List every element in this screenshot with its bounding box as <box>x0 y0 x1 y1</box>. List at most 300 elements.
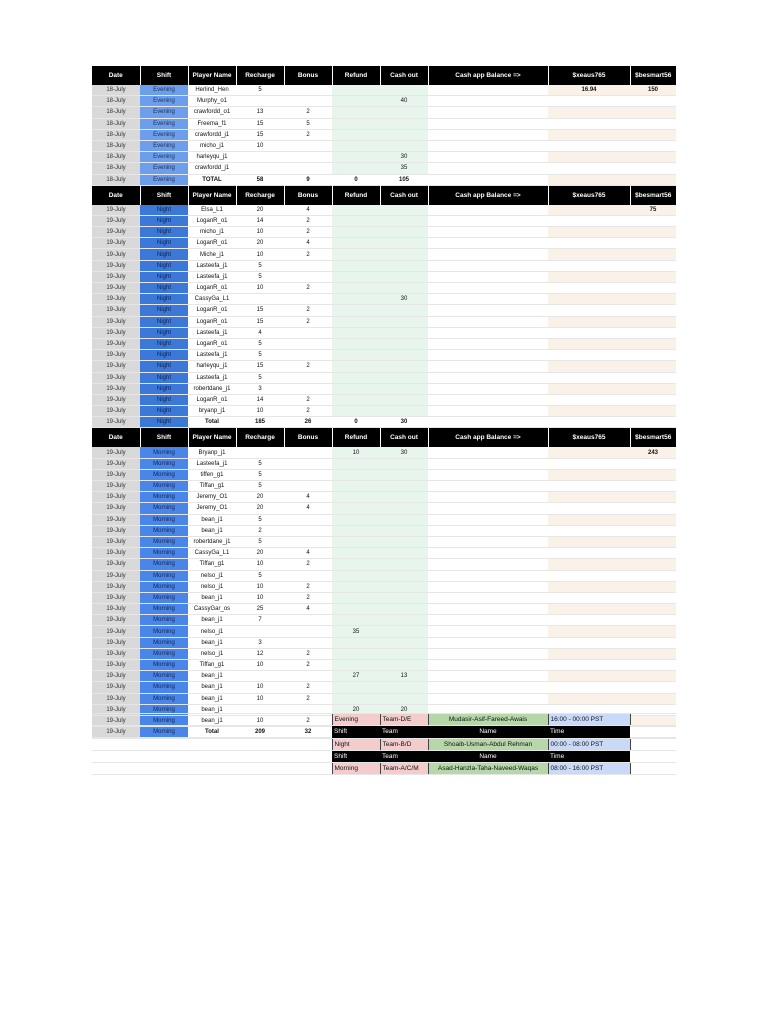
besmart56-balance-cell[interactable] <box>630 163 676 174</box>
cash-app-balance-cell[interactable] <box>428 350 548 361</box>
empty-cell[interactable] <box>236 738 284 750</box>
empty-cell[interactable] <box>284 714 332 726</box>
refund-cell[interactable] <box>332 682 380 693</box>
shift-cell[interactable]: Night <box>140 394 188 405</box>
recharge-cell[interactable]: 10 <box>236 592 284 603</box>
empty-cell[interactable] <box>236 714 284 726</box>
legend-time-heading[interactable]: Time <box>548 750 630 762</box>
empty-cell[interactable] <box>236 702 284 714</box>
xeaus765-balance-cell[interactable] <box>548 118 630 129</box>
empty-cell[interactable] <box>140 762 188 774</box>
date-cell[interactable]: 19-July <box>92 525 140 536</box>
cashout-cell[interactable] <box>380 249 428 260</box>
recharge-cell[interactable]: 15 <box>236 118 284 129</box>
besmart56-balance-cell[interactable] <box>630 96 676 107</box>
cash-app-balance-cell[interactable] <box>428 338 548 349</box>
total-cashout[interactable]: 30 <box>380 417 428 428</box>
xeaus765-balance-cell[interactable] <box>548 637 630 648</box>
empty-cell[interactable] <box>140 726 188 738</box>
player-cell[interactable]: harleyqu_j1 <box>188 152 236 163</box>
player-cell[interactable]: Herlind_Hen <box>188 85 236 96</box>
empty-cell[interactable] <box>92 714 140 726</box>
cash-app-balance-cell[interactable] <box>428 140 548 151</box>
besmart56-balance-cell[interactable]: 75 <box>630 205 676 216</box>
player-cell[interactable]: micho_j1 <box>188 227 236 238</box>
cashout-cell[interactable] <box>380 271 428 282</box>
date-cell[interactable]: 19-July <box>92 305 140 316</box>
besmart56-balance-cell[interactable] <box>630 525 676 536</box>
bonus-cell[interactable]: 2 <box>284 107 332 118</box>
besmart56-balance-cell[interactable] <box>630 570 676 581</box>
recharge-cell[interactable] <box>236 447 284 458</box>
empty-cell[interactable] <box>188 702 236 714</box>
recharge-cell[interactable]: 10 <box>236 682 284 693</box>
refund-cell[interactable] <box>332 338 380 349</box>
bonus-cell[interactable]: 2 <box>284 305 332 316</box>
cash-app-balance-cell[interactable] <box>428 637 548 648</box>
besmart56-balance-cell[interactable] <box>630 249 676 260</box>
cash-app-balance-cell[interactable] <box>428 227 548 238</box>
cashout-cell[interactable] <box>380 227 428 238</box>
besmart56-balance-cell[interactable] <box>630 548 676 559</box>
xeaus765-balance-cell[interactable] <box>548 592 630 603</box>
xeaus765-balance-cell[interactable] <box>548 417 630 428</box>
recharge-cell[interactable]: 5 <box>236 85 284 96</box>
bonus-cell[interactable] <box>284 271 332 282</box>
recharge-cell[interactable]: 20 <box>236 205 284 216</box>
column-header-recharge[interactable]: Recharge <box>236 185 284 205</box>
refund-cell[interactable] <box>332 469 380 480</box>
besmart56-balance-cell[interactable] <box>630 615 676 626</box>
refund-cell[interactable] <box>332 271 380 282</box>
cash-app-balance-cell[interactable] <box>428 107 548 118</box>
bonus-cell[interactable]: 2 <box>284 648 332 659</box>
cashout-cell[interactable] <box>380 118 428 129</box>
empty-cell[interactable] <box>92 750 140 762</box>
shift-cell[interactable]: Morning <box>140 469 188 480</box>
shift-cell[interactable]: Evening <box>140 163 188 174</box>
refund-cell[interactable] <box>332 383 380 394</box>
besmart56-balance-cell[interactable] <box>630 648 676 659</box>
player-cell[interactable]: CassyGa_L1 <box>188 548 236 559</box>
bonus-cell[interactable]: 2 <box>284 129 332 140</box>
player-cell[interactable]: bean_j1 <box>188 693 236 704</box>
bonus-cell[interactable] <box>284 327 332 338</box>
cash-app-balance-cell[interactable] <box>428 271 548 282</box>
cashout-cell[interactable] <box>380 350 428 361</box>
recharge-cell[interactable]: 5 <box>236 469 284 480</box>
shift-cell[interactable]: Night <box>140 383 188 394</box>
besmart56-balance-cell[interactable] <box>630 503 676 514</box>
cash-app-balance-cell[interactable] <box>428 626 548 637</box>
cashout-cell[interactable] <box>380 581 428 592</box>
xeaus765-balance-cell[interactable] <box>548 227 630 238</box>
xeaus765-balance-cell[interactable] <box>548 581 630 592</box>
refund-cell[interactable] <box>332 215 380 226</box>
legend-team[interactable]: Team-A/C/M <box>380 762 428 774</box>
refund-cell[interactable] <box>332 458 380 469</box>
player-cell[interactable]: bryanp_j1 <box>188 406 236 417</box>
recharge-cell[interactable]: 15 <box>236 129 284 140</box>
besmart56-balance-cell[interactable] <box>630 492 676 503</box>
shift-cell[interactable]: Night <box>140 338 188 349</box>
date-cell[interactable]: 19-July <box>92 592 140 603</box>
cash-app-balance-cell[interactable] <box>428 536 548 547</box>
column-header-cashout[interactable]: Cash out <box>380 66 428 85</box>
date-cell[interactable]: 19-July <box>92 350 140 361</box>
cashout-cell[interactable] <box>380 548 428 559</box>
cash-app-balance-cell[interactable] <box>428 305 548 316</box>
cashout-cell[interactable] <box>380 140 428 151</box>
cashout-cell[interactable] <box>380 525 428 536</box>
shift-cell[interactable]: Night <box>140 283 188 294</box>
recharge-cell[interactable]: 10 <box>236 227 284 238</box>
total-recharge[interactable]: 58 <box>236 174 284 185</box>
player-cell[interactable]: harleyqu_j1 <box>188 361 236 372</box>
bonus-cell[interactable] <box>284 458 332 469</box>
shift-cell[interactable]: Night <box>140 316 188 327</box>
legend-team[interactable]: Team-D/E <box>380 714 428 726</box>
besmart56-balance-cell[interactable] <box>630 118 676 129</box>
besmart56-balance-cell[interactable] <box>630 581 676 592</box>
xeaus765-balance-cell[interactable] <box>548 350 630 361</box>
xeaus765-balance-cell[interactable] <box>548 260 630 271</box>
player-cell[interactable]: Miche_j1 <box>188 249 236 260</box>
cash-app-balance-cell[interactable] <box>428 682 548 693</box>
date-cell[interactable]: 18-July <box>92 107 140 118</box>
refund-cell[interactable] <box>332 129 380 140</box>
empty-cell[interactable] <box>92 738 140 750</box>
recharge-cell[interactable]: 10 <box>236 559 284 570</box>
cash-app-balance-cell[interactable] <box>428 570 548 581</box>
cash-app-balance-cell[interactable] <box>428 492 548 503</box>
player-cell[interactable]: Lasteefa_j1 <box>188 260 236 271</box>
bonus-cell[interactable] <box>284 536 332 547</box>
shift-cell[interactable]: Night <box>140 327 188 338</box>
legend-shift-heading[interactable]: Shift <box>332 726 380 738</box>
player-cell[interactable]: crawfordd_j1 <box>188 163 236 174</box>
player-cell[interactable]: Tiffan_g1 <box>188 481 236 492</box>
besmart56-balance-cell[interactable] <box>630 604 676 615</box>
bonus-cell[interactable] <box>284 469 332 480</box>
column-header-acct2[interactable]: $besmart56 <box>630 185 676 205</box>
shift-cell[interactable]: Morning <box>140 492 188 503</box>
bonus-cell[interactable]: 2 <box>284 283 332 294</box>
besmart56-balance-cell[interactable] <box>630 626 676 637</box>
date-cell[interactable]: 18-July <box>92 96 140 107</box>
xeaus765-balance-cell[interactable] <box>548 503 630 514</box>
cashout-cell[interactable] <box>380 107 428 118</box>
empty-cell[interactable] <box>140 750 188 762</box>
shift-cell[interactable]: Evening <box>140 96 188 107</box>
shift-cell[interactable]: Morning <box>140 536 188 547</box>
xeaus765-balance-cell[interactable] <box>548 163 630 174</box>
column-header-recharge[interactable]: Recharge <box>236 66 284 85</box>
empty-cell[interactable] <box>188 738 236 750</box>
xeaus765-balance-cell[interactable] <box>548 648 630 659</box>
shift-cell[interactable]: Morning <box>140 693 188 704</box>
cashout-cell[interactable] <box>380 481 428 492</box>
shift-cell[interactable]: Morning <box>140 503 188 514</box>
player-cell[interactable]: nelso_j1 <box>188 626 236 637</box>
xeaus765-balance-cell[interactable] <box>548 327 630 338</box>
xeaus765-balance-cell[interactable] <box>548 249 630 260</box>
date-cell[interactable]: 18-July <box>92 174 140 185</box>
bonus-cell[interactable] <box>284 637 332 648</box>
bonus-cell[interactable]: 2 <box>284 682 332 693</box>
shift-cell[interactable]: Evening <box>140 152 188 163</box>
date-cell[interactable]: 19-July <box>92 715 140 726</box>
player-cell[interactable]: Lasteefa_j1 <box>188 327 236 338</box>
player-cell[interactable]: LoganR_o1 <box>188 283 236 294</box>
bonus-cell[interactable] <box>284 626 332 637</box>
refund-cell[interactable] <box>332 227 380 238</box>
recharge-cell[interactable]: 10 <box>236 140 284 151</box>
cash-app-balance-cell[interactable] <box>428 96 548 107</box>
date-cell[interactable]: 19-July <box>92 383 140 394</box>
shift-cell[interactable]: Morning <box>140 660 188 671</box>
shift-cell[interactable]: Morning <box>140 514 188 525</box>
cash-app-balance-cell[interactable] <box>428 469 548 480</box>
bonus-cell[interactable] <box>284 671 332 682</box>
cashout-cell[interactable] <box>380 238 428 249</box>
bonus-cell[interactable]: 2 <box>284 693 332 704</box>
recharge-cell[interactable]: 5 <box>236 570 284 581</box>
cash-app-balance-cell[interactable] <box>428 514 548 525</box>
date-cell[interactable]: 19-July <box>92 514 140 525</box>
date-cell[interactable]: 19-July <box>92 260 140 271</box>
date-cell[interactable]: 19-July <box>92 406 140 417</box>
shift-cell[interactable]: Morning <box>140 704 188 715</box>
cashout-cell[interactable] <box>380 394 428 405</box>
empty-cell[interactable] <box>284 762 332 774</box>
cash-app-balance-cell[interactable] <box>428 129 548 140</box>
xeaus765-balance-cell[interactable] <box>548 174 630 185</box>
shift-cell[interactable]: Night <box>140 294 188 305</box>
cashout-cell[interactable] <box>380 660 428 671</box>
refund-cell[interactable] <box>332 492 380 503</box>
date-cell[interactable]: 19-July <box>92 682 140 693</box>
player-cell[interactable]: bean_j1 <box>188 637 236 648</box>
player-cell[interactable]: nelso_j1 <box>188 648 236 659</box>
shift-cell[interactable]: Morning <box>140 637 188 648</box>
date-cell[interactable]: 19-July <box>92 469 140 480</box>
shift-cell[interactable]: Morning <box>140 604 188 615</box>
total-label[interactable]: TOTAL <box>188 174 236 185</box>
bonus-cell[interactable]: 4 <box>284 492 332 503</box>
cash-app-balance-cell[interactable] <box>428 447 548 458</box>
recharge-cell[interactable]: 10 <box>236 406 284 417</box>
date-cell[interactable]: 18-July <box>92 140 140 151</box>
date-cell[interactable]: 19-July <box>92 503 140 514</box>
bonus-cell[interactable]: 2 <box>284 227 332 238</box>
xeaus765-balance-cell[interactable]: 16.94 <box>548 85 630 96</box>
cashout-cell[interactable] <box>380 615 428 626</box>
empty-cell[interactable] <box>284 738 332 750</box>
xeaus765-balance-cell[interactable] <box>548 447 630 458</box>
cashout-cell[interactable] <box>380 570 428 581</box>
xeaus765-balance-cell[interactable] <box>548 481 630 492</box>
xeaus765-balance-cell[interactable] <box>548 205 630 216</box>
recharge-cell[interactable]: 15 <box>236 361 284 372</box>
shift-cell[interactable]: Evening <box>140 85 188 96</box>
cashout-cell[interactable]: 30 <box>380 152 428 163</box>
refund-cell[interactable] <box>332 238 380 249</box>
xeaus765-balance-cell[interactable] <box>548 215 630 226</box>
xeaus765-balance-cell[interactable] <box>548 394 630 405</box>
recharge-cell[interactable]: 5 <box>236 260 284 271</box>
date-cell[interactable]: 19-July <box>92 704 140 715</box>
player-cell[interactable]: Murphy_o1 <box>188 96 236 107</box>
shift-cell[interactable]: Night <box>140 305 188 316</box>
xeaus765-balance-cell[interactable] <box>548 615 630 626</box>
cash-app-balance-cell[interactable] <box>428 260 548 271</box>
date-cell[interactable]: 19-July <box>92 249 140 260</box>
xeaus765-balance-cell[interactable] <box>548 238 630 249</box>
cashout-cell[interactable] <box>380 503 428 514</box>
cashout-cell[interactable] <box>380 492 428 503</box>
besmart56-balance-cell[interactable] <box>630 372 676 383</box>
cashout-cell[interactable]: 30 <box>380 294 428 305</box>
legend-shift[interactable]: Evening <box>332 714 380 726</box>
cash-app-balance-cell[interactable] <box>428 205 548 216</box>
date-cell[interactable]: 19-July <box>92 626 140 637</box>
refund-cell[interactable] <box>332 570 380 581</box>
cashout-cell[interactable] <box>380 406 428 417</box>
besmart56-balance-cell[interactable] <box>630 283 676 294</box>
recharge-cell[interactable]: 10 <box>236 283 284 294</box>
besmart56-balance-cell[interactable] <box>630 316 676 327</box>
column-header-bonus[interactable]: Bonus <box>284 185 332 205</box>
besmart56-balance-cell[interactable] <box>630 637 676 648</box>
shift-cell[interactable]: Evening <box>140 129 188 140</box>
shift-cell[interactable]: Night <box>140 215 188 226</box>
shift-cell[interactable]: Morning <box>140 581 188 592</box>
besmart56-balance-cell[interactable] <box>630 215 676 226</box>
empty-cell[interactable] <box>630 702 676 714</box>
date-cell[interactable]: 18-July <box>92 163 140 174</box>
cash-app-balance-cell[interactable] <box>428 458 548 469</box>
cashout-cell[interactable] <box>380 316 428 327</box>
xeaus765-balance-cell[interactable] <box>548 372 630 383</box>
refund-cell[interactable] <box>332 107 380 118</box>
besmart56-balance-cell[interactable] <box>630 469 676 480</box>
besmart56-balance-cell[interactable] <box>630 481 676 492</box>
besmart56-balance-cell[interactable] <box>630 361 676 372</box>
column-header-balance[interactable]: Cash app Balance => <box>428 66 548 85</box>
column-header-date[interactable]: Date <box>92 428 140 448</box>
cashout-cell[interactable] <box>380 592 428 603</box>
refund-cell[interactable] <box>332 581 380 592</box>
bonus-cell[interactable] <box>284 96 332 107</box>
empty-cell[interactable] <box>630 726 676 738</box>
refund-cell[interactable] <box>332 260 380 271</box>
legend-members[interactable]: Mudasir-Asif-Fareed-Awais <box>428 714 548 726</box>
xeaus765-balance-cell[interactable] <box>548 383 630 394</box>
shift-cell[interactable]: Evening <box>140 118 188 129</box>
bonus-cell[interactable]: 4 <box>284 205 332 216</box>
empty-cell[interactable] <box>188 726 236 738</box>
shift-cell[interactable]: Morning <box>140 615 188 626</box>
cash-app-balance-cell[interactable] <box>428 406 548 417</box>
empty-cell[interactable] <box>92 762 140 774</box>
refund-cell[interactable] <box>332 85 380 96</box>
besmart56-balance-cell[interactable] <box>630 238 676 249</box>
xeaus765-balance-cell[interactable] <box>548 682 630 693</box>
bonus-cell[interactable] <box>284 372 332 383</box>
cash-app-balance-cell[interactable] <box>428 548 548 559</box>
cashout-cell[interactable] <box>380 205 428 216</box>
besmart56-balance-cell[interactable] <box>630 383 676 394</box>
player-cell[interactable]: micho_j1 <box>188 140 236 151</box>
refund-cell[interactable] <box>332 305 380 316</box>
shift-cell[interactable]: Morning <box>140 481 188 492</box>
legend-name-heading[interactable]: Name <box>428 726 548 738</box>
xeaus765-balance-cell[interactable] <box>548 338 630 349</box>
date-cell[interactable]: 19-July <box>92 227 140 238</box>
xeaus765-balance-cell[interactable] <box>548 671 630 682</box>
recharge-cell[interactable]: 5 <box>236 372 284 383</box>
cash-app-balance-cell[interactable] <box>428 503 548 514</box>
recharge-cell[interactable] <box>236 294 284 305</box>
besmart56-balance-cell[interactable] <box>630 271 676 282</box>
bonus-cell[interactable] <box>284 481 332 492</box>
legend-time[interactable]: 00:00 - 08:00 PST <box>548 738 630 750</box>
xeaus765-balance-cell[interactable] <box>548 492 630 503</box>
empty-cell[interactable] <box>630 738 676 750</box>
bonus-cell[interactable]: 2 <box>284 406 332 417</box>
date-cell[interactable]: 19-July <box>92 316 140 327</box>
column-header-cashout[interactable]: Cash out <box>380 185 428 205</box>
recharge-cell[interactable]: 10 <box>236 660 284 671</box>
recharge-cell[interactable]: 20 <box>236 548 284 559</box>
date-cell[interactable]: 19-July <box>92 338 140 349</box>
column-header-player[interactable]: Player Name <box>188 185 236 205</box>
empty-cell[interactable] <box>236 762 284 774</box>
besmart56-balance-cell[interactable] <box>630 458 676 469</box>
cashout-cell[interactable] <box>380 637 428 648</box>
total-refund[interactable]: 0 <box>332 417 380 428</box>
player-cell[interactable]: Lasteefa_j1 <box>188 271 236 282</box>
shift-cell[interactable]: Morning <box>140 458 188 469</box>
besmart56-balance-cell[interactable]: 150 <box>630 85 676 96</box>
column-header-date[interactable]: Date <box>92 185 140 205</box>
xeaus765-balance-cell[interactable] <box>548 514 630 525</box>
shift-cell[interactable]: Morning <box>140 559 188 570</box>
cashout-cell[interactable] <box>380 129 428 140</box>
recharge-cell[interactable]: 10 <box>236 249 284 260</box>
date-cell[interactable]: 19-July <box>92 361 140 372</box>
besmart56-balance-cell[interactable] <box>630 227 676 238</box>
cash-app-balance-cell[interactable] <box>428 592 548 603</box>
cash-app-balance-cell[interactable] <box>428 215 548 226</box>
date-cell[interactable]: 19-July <box>92 271 140 282</box>
bonus-cell[interactable]: 2 <box>284 715 332 726</box>
bonus-cell[interactable]: 2 <box>284 215 332 226</box>
legend-members[interactable]: Shoaib-Usman-Abdul Rehman <box>428 738 548 750</box>
bonus-cell[interactable] <box>284 140 332 151</box>
player-cell[interactable]: Freema_f1 <box>188 118 236 129</box>
shift-cell[interactable]: Night <box>140 249 188 260</box>
xeaus765-balance-cell[interactable] <box>548 469 630 480</box>
bonus-cell[interactable]: 2 <box>284 316 332 327</box>
xeaus765-balance-cell[interactable] <box>548 626 630 637</box>
player-cell[interactable]: crawfordd_j1 <box>188 129 236 140</box>
date-cell[interactable]: 18-July <box>92 129 140 140</box>
recharge-cell[interactable]: 5 <box>236 481 284 492</box>
date-cell[interactable]: 19-July <box>92 559 140 570</box>
shift-cell[interactable]: Night <box>140 417 188 428</box>
